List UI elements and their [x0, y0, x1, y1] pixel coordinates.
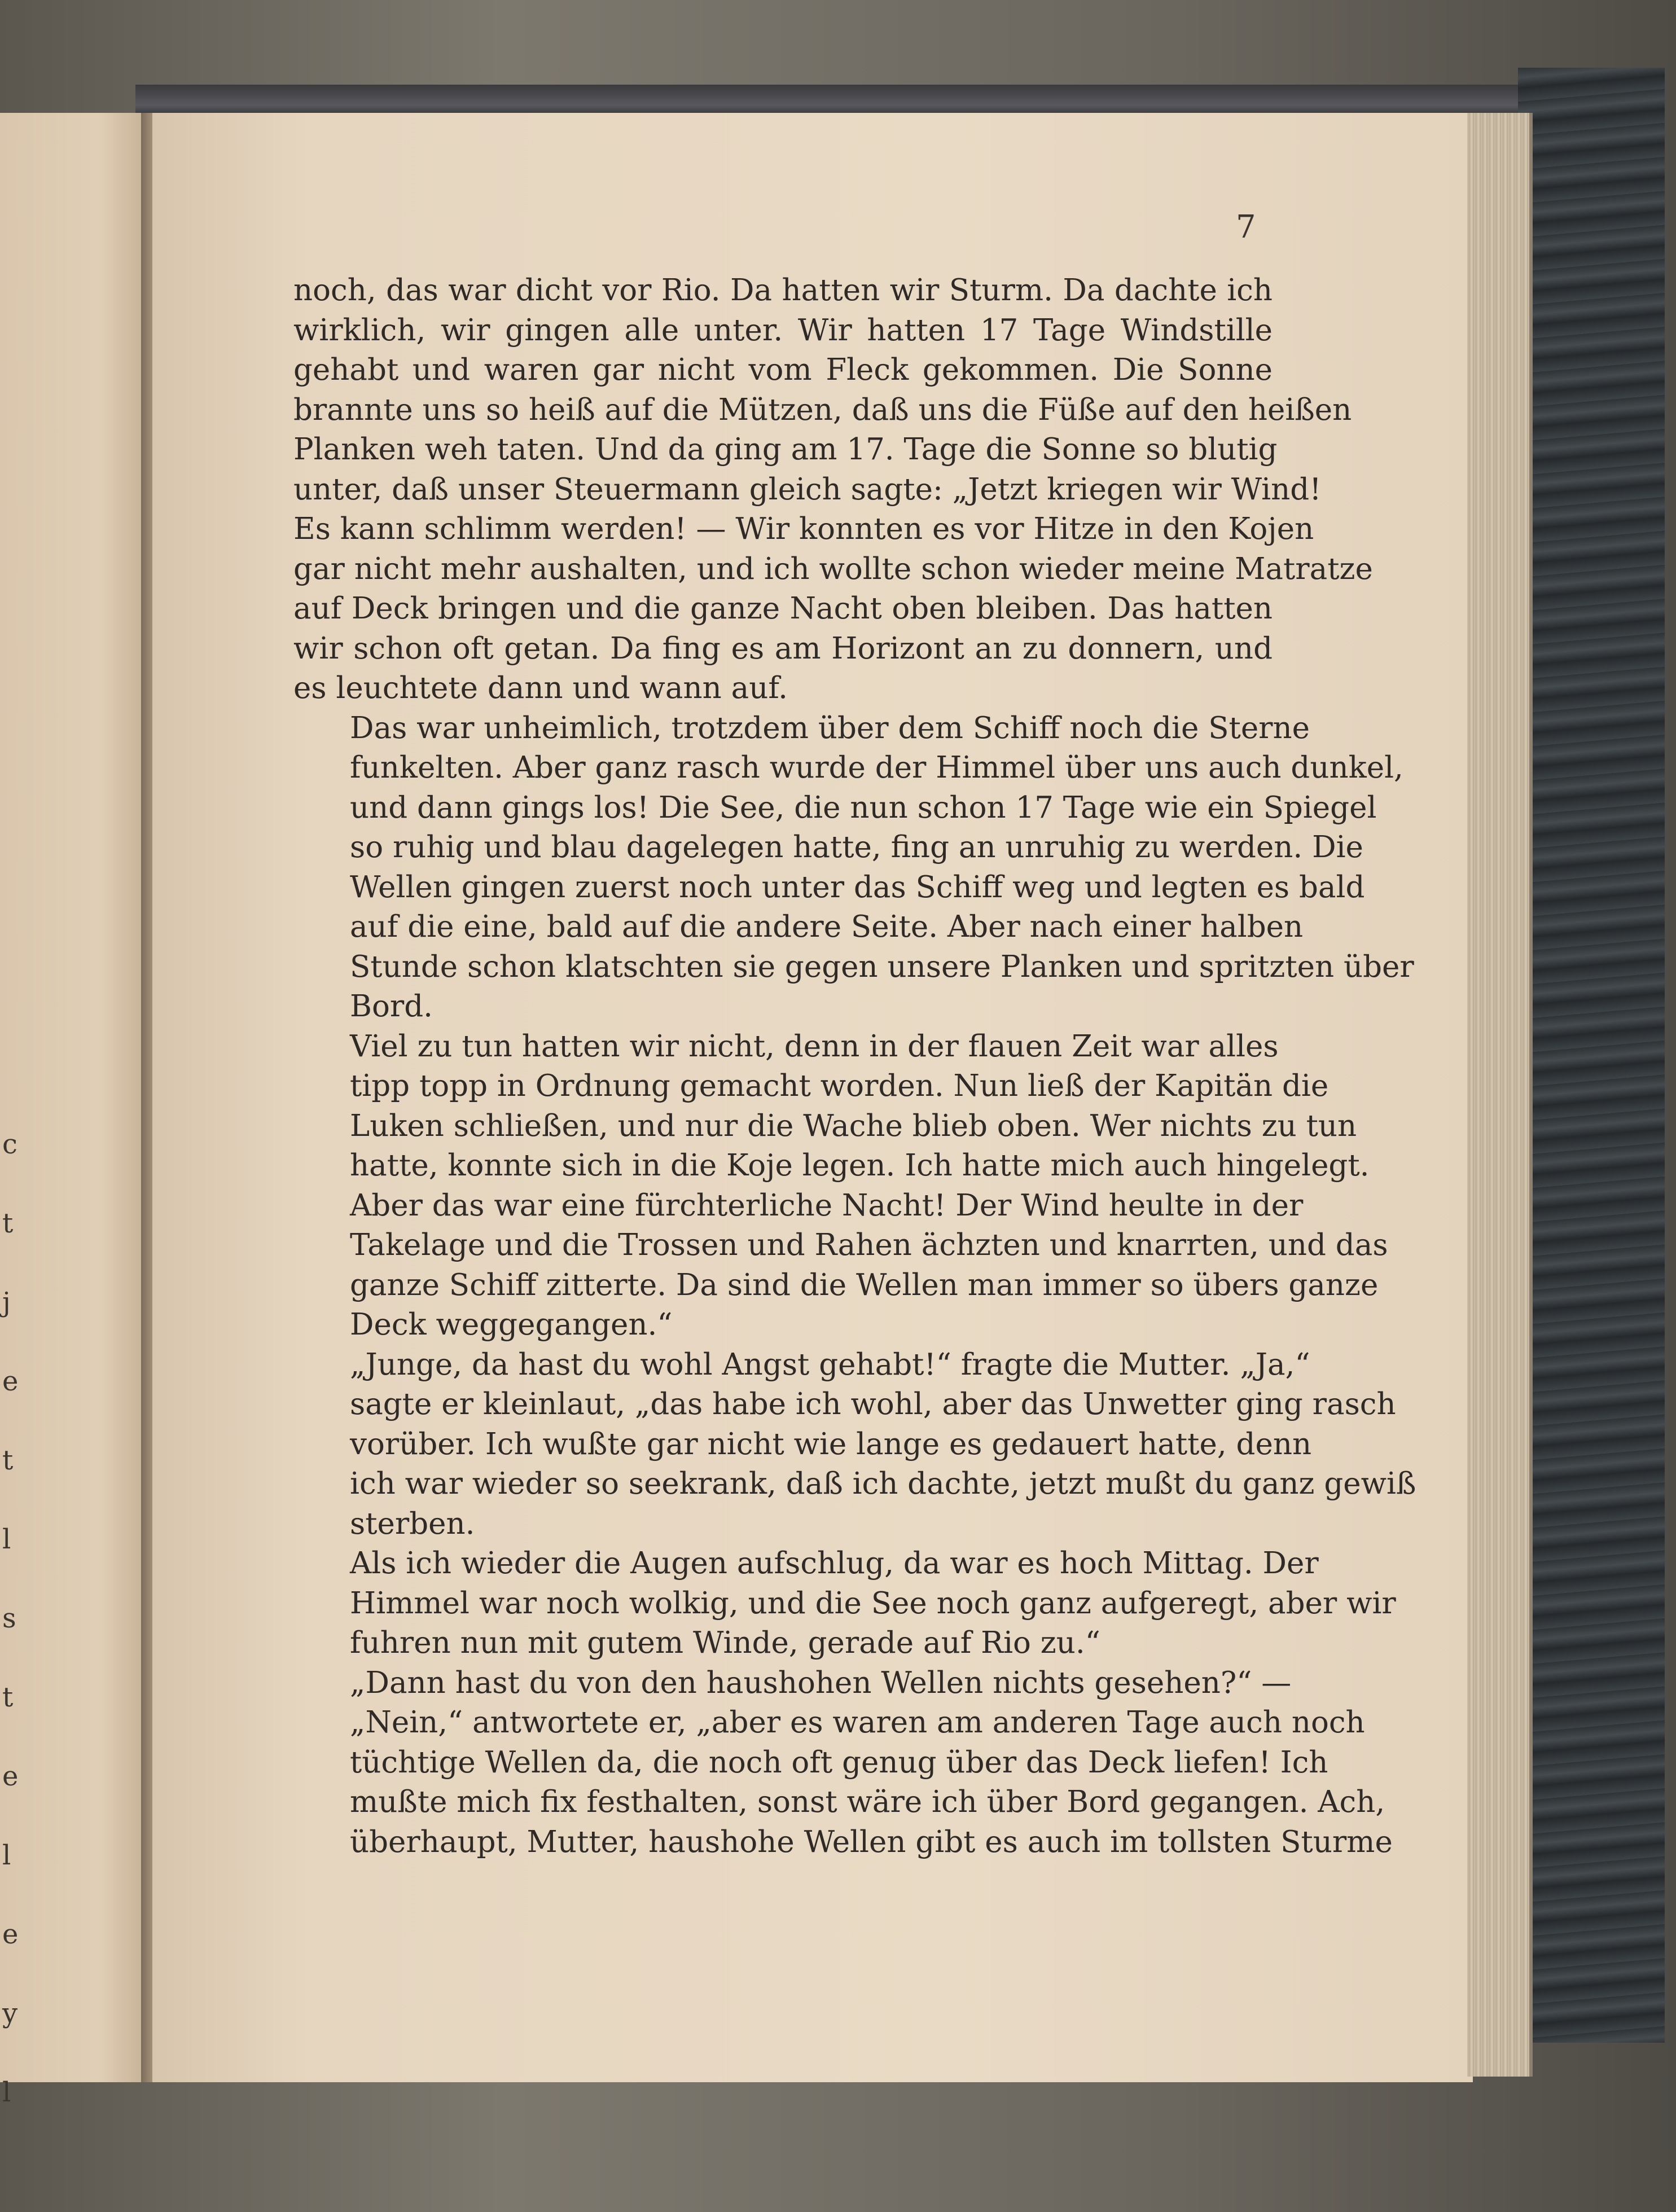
text-line: und dann gings los! Die See, die nun schon 17 Tage wie ein Spiegel	[350, 790, 1377, 825]
text-line: Stunde schon klatschten sie gegen unsere Planken und spritzten über	[350, 949, 1414, 984]
page-body-text	[293, 271, 1416, 1862]
margin-fragment: t	[2, 1445, 14, 1476]
text-line: Himmel war noch wolkig, und die See noch ganz aufgeregt, aber wir	[350, 1586, 1396, 1621]
text-line: Das war unheimlich, trotzdem über dem Schiff noch die Sterne	[350, 710, 1310, 745]
text-line: noch, das war dicht vor Rio. Da hatten wir Sturm. Da dachte ich	[293, 273, 1273, 308]
text-line: hatte, konnte sich in die Koje legen. Ich hatte mich auch hingelegt.	[350, 1148, 1370, 1183]
text-line: gehabt und waren gar nicht vom Fleck gekommen. Die Sonne	[293, 353, 1273, 387]
text-line: Wellen gingen zuerst noch unter das Schiff weg und legten es bald	[350, 870, 1365, 905]
text-line: ich war wieder so seekrank, daß ich dachte, jetzt mußt du ganz gewiß	[350, 1467, 1416, 1501]
text-line: auf die eine, bald auf die andere Seite. Aber nach einer halben	[350, 910, 1304, 944]
text-line: „Nein,“ antwortete er, „aber es waren am anderen Tage auch noch	[350, 1705, 1365, 1740]
text-line: Luken schließen, und nur die Wache blieb oben. Wer nichts zu tun	[350, 1108, 1357, 1143]
text-line: so ruhig und blau dagelegen hatte, fing an unruhig zu werden. Die	[350, 830, 1363, 864]
text-line: „Junge, da hast du wohl Angst gehabt!“ fragte die Mutter. „Ja,“	[350, 1347, 1310, 1382]
text-line: wirklich, wir gingen alle unter. Wir hatten 17 Tage Windstille	[293, 313, 1273, 348]
margin-fragment: e	[2, 1366, 19, 1397]
text-line: Takelage und die Trossen und Rahen ächzten und knarrten, und das	[350, 1228, 1388, 1262]
margin-fragment: e	[2, 1761, 19, 1792]
text-line: sagte er kleinlaut, „das habe ich wohl, aber das Unwetter ging rasch	[350, 1387, 1396, 1421]
text-line: auf Deck bringen und die ganze Nacht oben bleiben. Das hatten	[293, 591, 1273, 626]
text-line: Aber das war eine fürchterliche Nacht! Der Wind heulte in der	[350, 1188, 1304, 1223]
text-line: Deck weggegangen.“	[350, 1307, 673, 1342]
text-line: funkelten. Aber ganz rasch wurde der Himmel über uns auch dunkel,	[350, 750, 1403, 785]
paragraph	[293, 1027, 1388, 1345]
text-line: sterben.	[350, 1506, 475, 1541]
text-line: gar nicht mehr aushalten, und ich wollte schon wieder meine Matratze	[293, 551, 1373, 586]
text-line: es leuchtete dann und wann auf.	[293, 671, 788, 705]
margin-fragment: t	[2, 1682, 14, 1713]
text-line: mußte mich fix festhalten, sonst wäre ich über Bord gegangen. Ach,	[350, 1785, 1385, 1819]
book-cover-right-edge	[1518, 68, 1665, 2043]
paragraph	[293, 1544, 1396, 1664]
margin-fragment: y	[2, 1998, 18, 2029]
text-line: Viel zu tun hatten wir nicht, denn in der flauen Zeit war alles	[350, 1029, 1279, 1064]
text-line: vorüber. Ich wußte gar nicht wie lange es gedauert hatte, denn	[350, 1427, 1312, 1462]
margin-fragment: j	[2, 1287, 11, 1318]
margin-fragment: l	[2, 1524, 11, 1555]
paragraph	[293, 271, 1373, 709]
paragraph	[293, 1345, 1416, 1544]
text-line: unter, daß unser Steuermann gleich sagte: „Jetzt kriegen wir Wind!	[293, 472, 1322, 507]
text-line: Als ich wieder die Augen aufschlug, da war es hoch Mittag. Der	[350, 1546, 1319, 1581]
text-line: brannte uns so heiß auf die Mützen, daß uns die Füße auf den heißen	[293, 392, 1352, 427]
text-line: überhaupt, Mutter, haushohe Wellen gibt es auch im tollsten Sturme	[350, 1824, 1393, 1859]
margin-fragment: s	[2, 1603, 16, 1634]
text-line: Es kann schlimm werden! — Wir konnten es vor Hitze in den Kojen	[293, 512, 1314, 546]
text-line: ganze Schiff zitterte. Da sind die Wellen man immer so übers ganze	[350, 1267, 1379, 1302]
text-line: Bord.	[350, 989, 433, 1024]
paragraph	[293, 1664, 1393, 1863]
margin-fragment: e	[2, 1919, 19, 1950]
margin-fragment: l	[2, 2077, 11, 2108]
text-line: tüchtige Wellen da, die noch oft genug über das Deck liefen! Ich	[350, 1745, 1328, 1780]
previous-page-edge	[0, 113, 146, 2108]
page-number: 7	[1236, 209, 1256, 245]
margin-fragment: t	[2, 1208, 14, 1239]
text-line: tipp topp in Ordnung gemacht worden. Nun ließ der Kapitän die	[350, 1069, 1329, 1103]
margin-fragment: c	[2, 1129, 17, 1160]
text-line: wir schon oft getan. Da fing es am Horizont an zu donnern, und	[293, 631, 1273, 666]
margin-fragment: l	[2, 1840, 11, 1871]
page-stack-edges	[1467, 113, 1533, 2077]
text-line: „Dann hast du von den haushohen Wellen nichts gesehen?“ —	[350, 1665, 1292, 1700]
text-line: fuhren nun mit gutem Winde, gerade auf Rio zu.“	[350, 1626, 1100, 1660]
text-line: Planken weh taten. Und da ging am 17. Tage die Sonne so blutig	[293, 432, 1278, 467]
paragraph	[293, 709, 1414, 1027]
